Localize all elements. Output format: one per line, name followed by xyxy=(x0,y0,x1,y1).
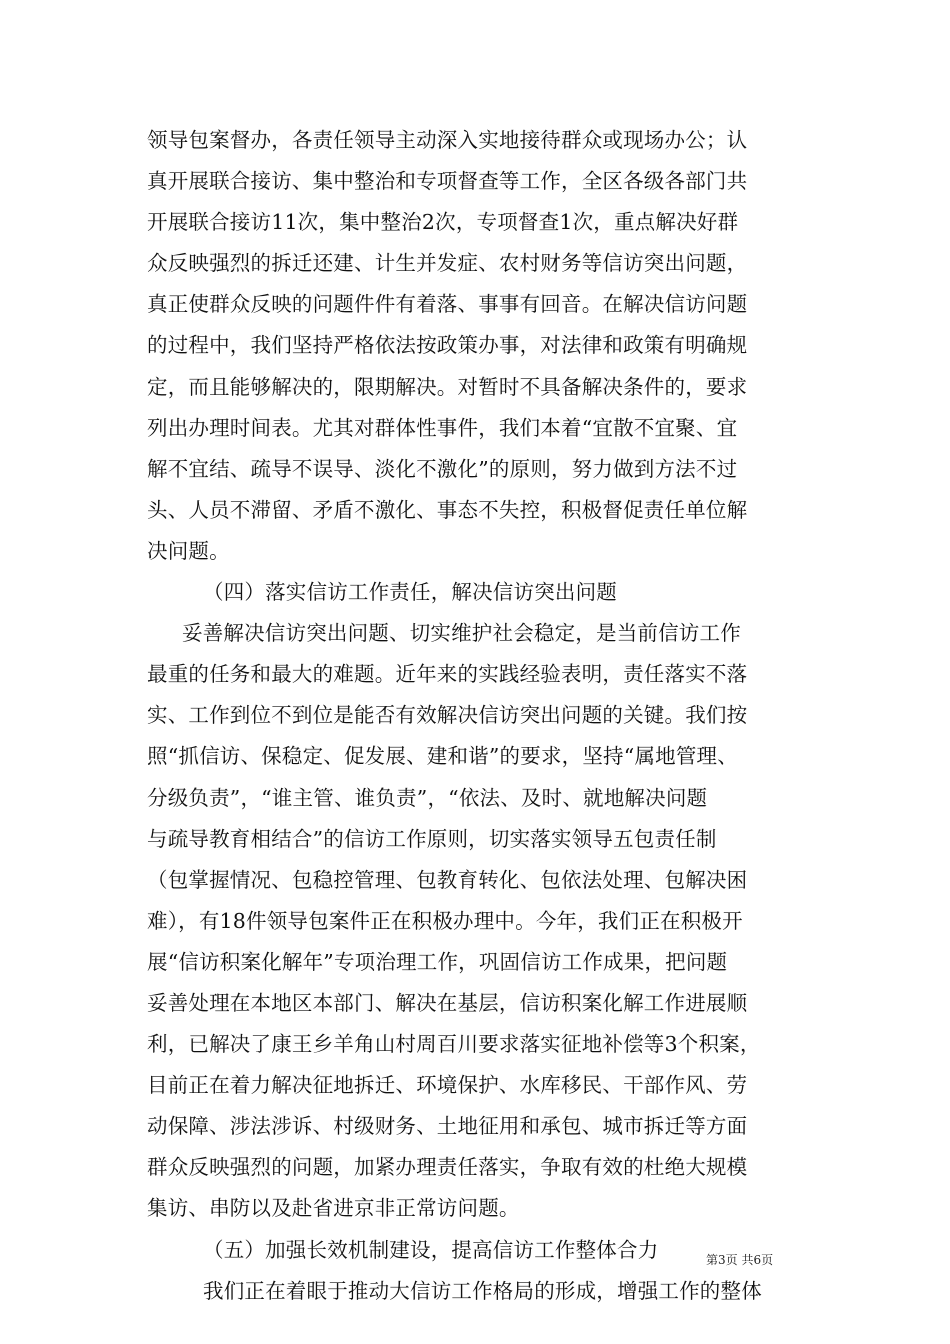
text-line: 真正使群众反映的问题件件有着落、事事有回音。在解决信访问题 xyxy=(147,292,748,317)
text-line: 与疏导教育相结合”的信访工作原则，切实落实领导五包责任制 xyxy=(147,826,717,851)
page-number-footer: 第3页 共6页 xyxy=(706,1253,774,1267)
text-line: 妥善处理在本地区本部门、解决在基层，信访积案化解工作进展顺 xyxy=(147,990,748,1015)
text-line: 集访、串防以及赴省进京非正常访问题。 xyxy=(147,1196,520,1221)
text-line: 群众反映强烈的问题，加紧办理责任落实，争取有效的杜绝大规模 xyxy=(147,1155,748,1180)
text-line: 列出办理时间表。尤其对群体性事件，我们本着“宜散不宜聚、宜 xyxy=(147,415,738,440)
text-line: 最重的任务和最大的难题。近年来的实践经验表明，责任落实不落 xyxy=(147,662,748,687)
text-line: 目前正在着力解决征地拆迁、环境保护、水库移民、干部作风、劳 xyxy=(147,1073,748,1098)
text-line: 的过程中，我们坚持严格依法按政策办事，对法律和政策有明确规 xyxy=(147,333,748,358)
text-line: 分级负责”，“谁主管、谁负责”，“依法、及时、就地解决问题 xyxy=(147,785,708,810)
text-line: 实、工作到位不到位是能否有效解决信访突出问题的关键。我们按 xyxy=(147,703,748,728)
text-line: 众反映强烈的拆迁还建、计生并发症、农村财务等信访突出问题， xyxy=(147,251,748,276)
paragraph-start: 我们正在着眼于推动大信访工作格局的形成，增强工作的整体 xyxy=(203,1278,762,1303)
text-line: 难），有18件领导包案件正在积极办理中。今年，我们正在积极开 xyxy=(147,908,743,933)
text-line: 决问题。 xyxy=(147,538,230,563)
body-text xyxy=(147,120,815,1312)
text-line: 开展联合接访11次，集中整治2次，专项督查1次，重点解决好群 xyxy=(147,210,739,235)
text-line: 头、人员不滞留、矛盾不激化、事态不失控，积极督促责任单位解 xyxy=(147,497,748,522)
paragraph-start: 妥善解决信访突出问题、切实维护社会稳定，是当前信访工作 xyxy=(182,621,741,646)
text-line: 定，而且能够解决的，限期解决。对暂时不具备解决条件的，要求 xyxy=(147,374,748,399)
text-line: （包掌握情况、包稳控管理、包教育转化、包依法处理、包解决困 xyxy=(147,867,748,892)
section-heading-5: （五）加强长效机制建设，提高信访工作整体合力 xyxy=(203,1237,659,1262)
text-line: 领导包案督办，各责任领导主动深入实地接待群众或现场办公；认 xyxy=(147,128,748,152)
text-line: 利，已解决了康王乡羊角山村周百川要求落实征地补偿等3个积案， xyxy=(147,1032,761,1057)
text-line: 真开展联合接访、集中整治和专项督查等工作，全区各级各部门共 xyxy=(147,169,748,194)
section-heading-4: （四）落实信访工作责任，解决信访突出问题 xyxy=(203,580,617,605)
text-line: 展“信访积案化解年”专项治理工作，巩固信访工作成果，把问题 xyxy=(147,949,728,974)
text-line: 解不宜结、疏导不误导、淡化不激化”的原则，努力做到方法不过 xyxy=(147,456,738,481)
text-line: 照“抓信访、保稳定、促发展、建和谐”的要求，坚持“属地管理、 xyxy=(147,744,738,769)
text-line: 动保障、涉法涉诉、村级财务、土地征用和承包、城市拆迁等方面 xyxy=(147,1114,748,1139)
